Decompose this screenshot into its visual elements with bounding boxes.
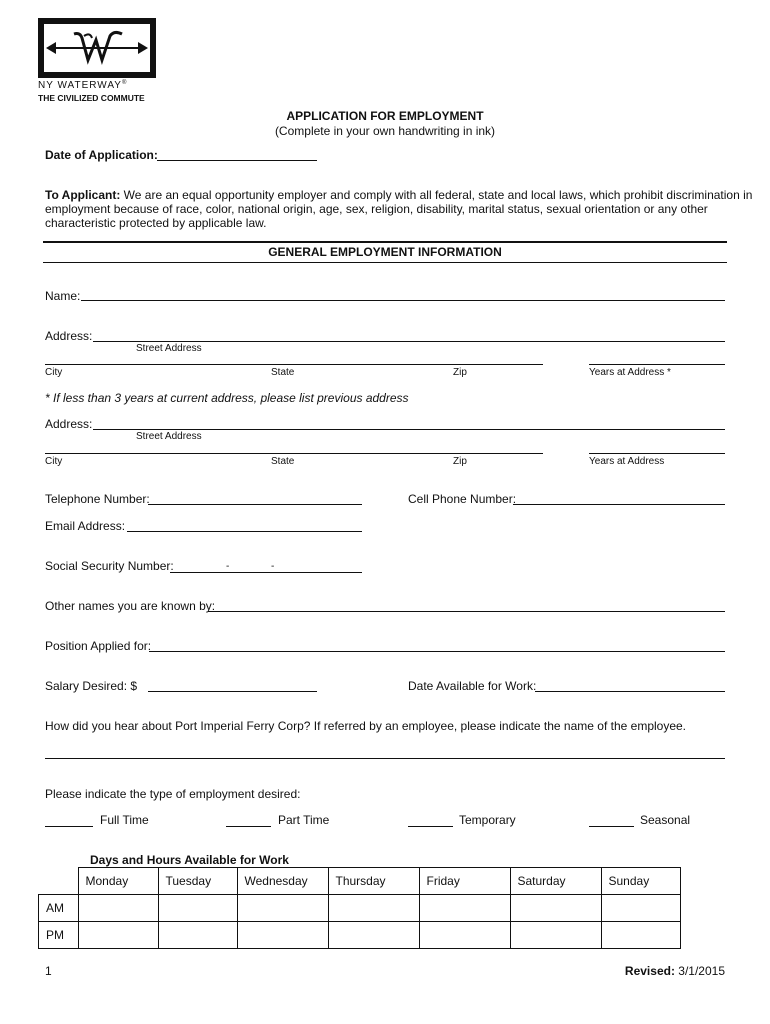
logo-tagline: THE CIVILIZED COMMUTE [38,93,145,103]
ny-waterway-logo [38,18,156,78]
applicant-notice-line2: employment because of race, color, national origin, age, sex, religion, disability, marital status, sexual orientation or any other [45,202,708,216]
applicant-notice-line3: characteristic protected by applicable law. [45,216,267,230]
part-time-blank[interactable] [226,826,271,827]
salary-field[interactable] [148,691,317,692]
am-monday-cell[interactable] [78,895,158,922]
state-label: State [271,367,295,378]
waterway-arrow-icon [44,24,150,72]
previous-years-at-address-field[interactable] [589,453,725,454]
am-sunday-cell[interactable] [601,895,680,922]
email-field[interactable] [127,531,362,532]
am-tuesday-cell[interactable] [158,895,237,922]
table-corner [39,868,79,895]
page-number: 1 [45,964,52,978]
years-at-address-field[interactable] [589,364,725,365]
table-row-pm [39,922,681,949]
city-label: City [45,367,63,378]
row-label-pm: PM [39,922,79,949]
pm-wednesday-cell[interactable] [237,922,328,949]
table-row-am [39,895,681,922]
am-wednesday-cell[interactable] [237,895,328,922]
email-label: Email Address: [45,519,126,533]
am-friday-cell[interactable] [419,895,510,922]
full-time-blank[interactable] [45,826,93,827]
am-saturday-cell[interactable] [510,895,601,922]
ssn-dash-1: - [226,561,230,572]
other-names-label: Other names you are known by: [45,599,216,613]
seasonal-label: Seasonal [640,813,691,827]
previous-address-label: Address: [45,417,93,431]
day-header-monday: Monday [78,868,158,895]
availability-title: Days and Hours Available for Work [90,853,289,867]
seasonal-blank[interactable] [589,826,634,827]
name-field[interactable] [81,300,725,301]
pm-friday-cell[interactable] [419,922,510,949]
city-state-zip-field[interactable] [45,364,543,365]
previous-address-note: * If less than 3 years at current address, please list previous address [45,391,409,405]
position-field[interactable] [149,651,725,652]
address-label: Address: [45,329,93,343]
date-of-application-field[interactable] [157,160,317,161]
pm-thursday-cell[interactable] [328,922,419,949]
previous-address-field[interactable] [93,429,725,430]
date-of-application-label: Date of Application: [45,148,158,162]
day-header-sunday: Sunday [601,868,680,895]
day-header-thursday: Thursday [328,868,419,895]
years-at-address-label: Years at Address * [589,367,671,378]
day-header-friday: Friday [419,868,510,895]
temporary-label: Temporary [459,813,516,827]
position-label: Position Applied for: [45,639,152,653]
other-names-field[interactable] [208,611,725,612]
telephone-field[interactable] [148,504,362,505]
cell-phone-field[interactable] [513,504,725,505]
previous-years-at-address-label: Years at Address [589,456,665,467]
temporary-blank[interactable] [408,826,453,827]
address-field[interactable] [93,341,725,342]
row-label-am: AM [39,895,79,922]
previous-city-state-zip-field[interactable] [45,453,543,454]
date-available-field[interactable] [535,691,725,692]
previous-zip-label: Zip [453,456,467,467]
section-header-bar [43,241,727,263]
full-time-label: Full Time [100,813,149,827]
employment-type-prompt: Please indicate the type of employment desired: [45,787,301,801]
telephone-label: Telephone Number: [45,492,150,506]
ssn-dash-2: - [271,561,275,572]
logo-name: NY WATERWAY® [38,80,128,91]
previous-street-address-label: Street Address [136,431,202,442]
street-address-label: Street Address [136,343,202,354]
how-heard-field[interactable] [45,758,725,759]
cell-phone-label: Cell Phone Number: [408,492,517,506]
pm-saturday-cell[interactable] [510,922,601,949]
page-subtitle: (Complete in your own handwriting in ink) [274,124,496,138]
ssn-field[interactable] [170,572,362,573]
page-title: APPLICATION FOR EMPLOYMENT [286,109,484,123]
day-header-saturday: Saturday [510,868,601,895]
salary-label: Salary Desired: $ [45,679,138,693]
previous-state-label: State [271,456,295,467]
pm-monday-cell[interactable] [78,922,158,949]
pm-tuesday-cell[interactable] [158,922,237,949]
ssn-label: Social Security Number: [45,559,174,573]
am-thursday-cell[interactable] [328,895,419,922]
day-header-tuesday: Tuesday [158,868,237,895]
revised-date: Revised: 3/1/2015 [624,964,725,978]
section-title: GENERAL EMPLOYMENT INFORMATION [268,245,502,259]
availability-table [38,867,681,949]
zip-label: Zip [453,367,467,378]
date-available-label: Date Available for Work: [408,679,537,693]
pm-sunday-cell[interactable] [601,922,680,949]
day-header-wednesday: Wednesday [237,868,328,895]
name-label: Name: [45,289,81,303]
part-time-label: Part Time [278,813,330,827]
applicant-notice-line1: To Applicant: We are an equal opportunity employer and comply with all federal, state and local laws, which prohibit discrimination in [45,188,753,202]
previous-city-label: City [45,456,63,467]
how-heard-label: How did you hear about Port Imperial Ferry Corp? If referred by an employee, please indicate the name of the employee. [45,719,687,733]
